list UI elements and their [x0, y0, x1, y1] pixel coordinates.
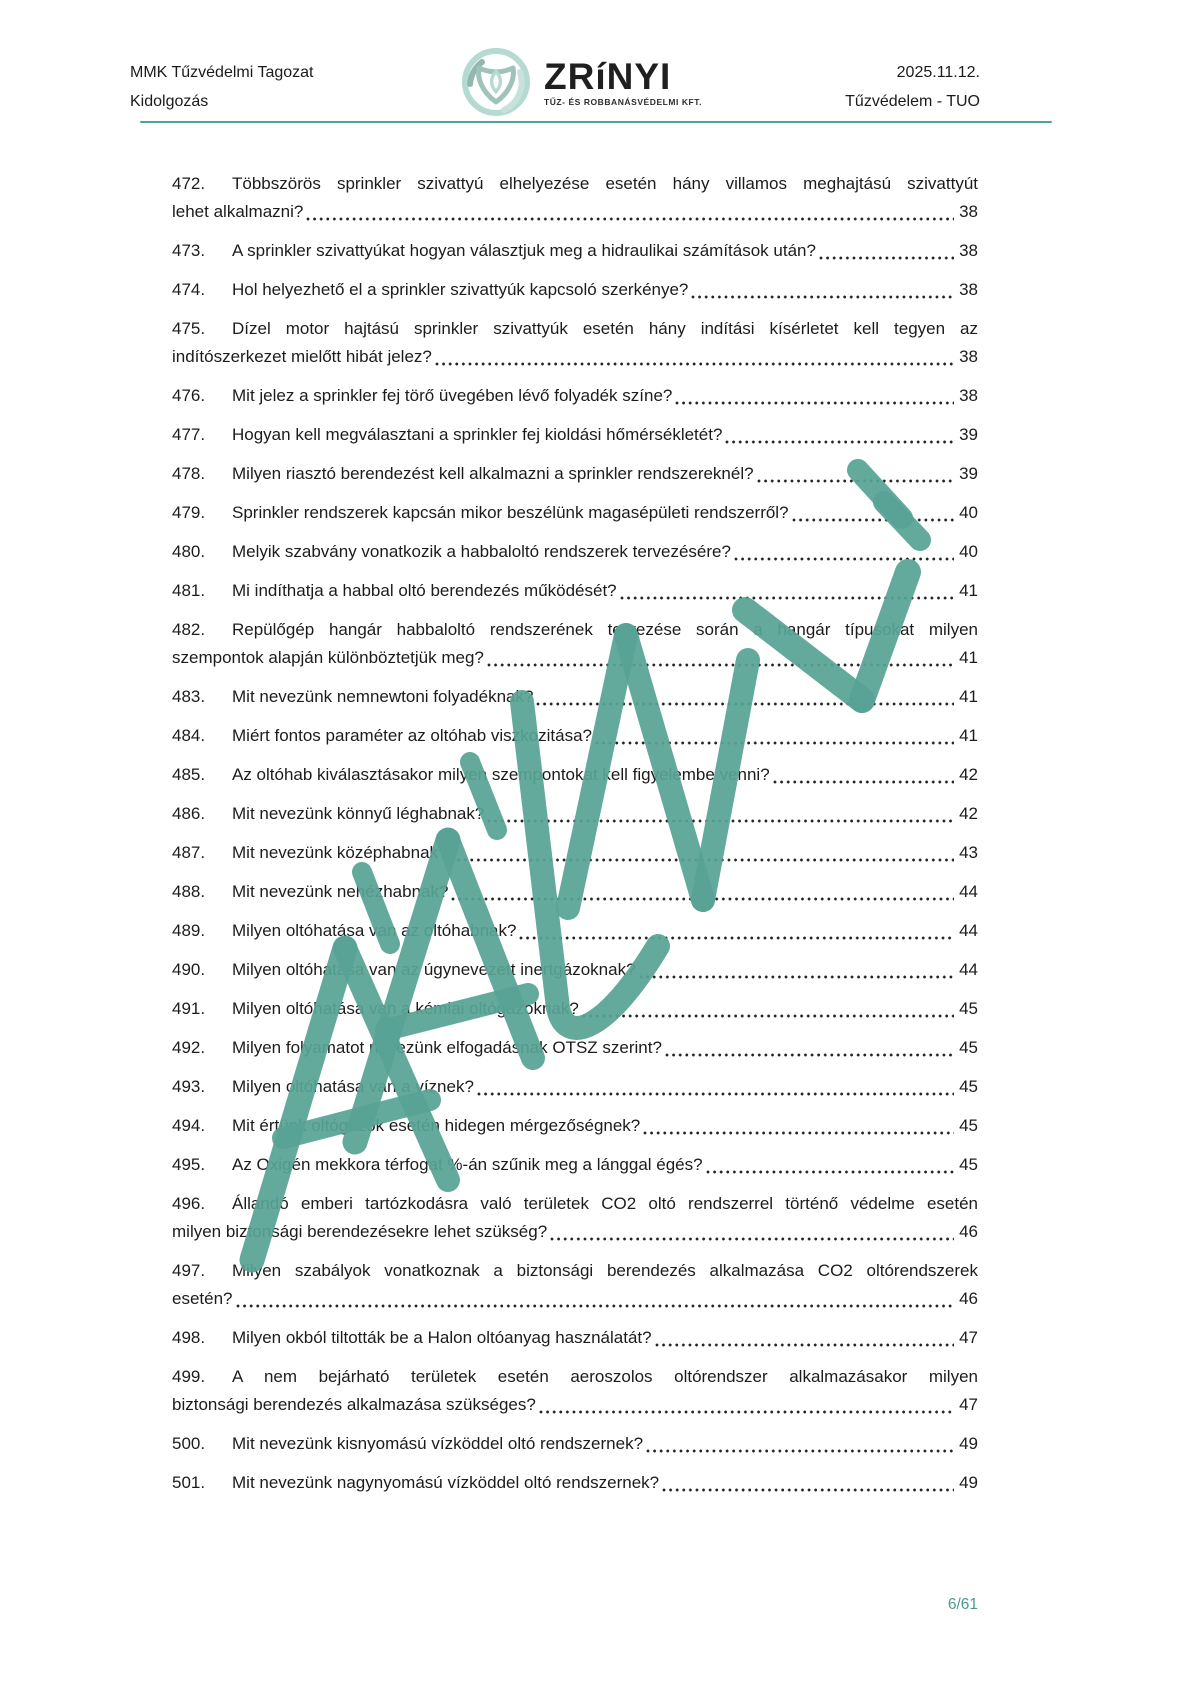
toc-entry-line — [172, 1151, 978, 1179]
toc-entry-number: 475. — [172, 319, 206, 338]
toc-entry-line — [172, 800, 978, 828]
toc-dot-leader — [435, 343, 954, 371]
toc-entry-line — [172, 315, 978, 343]
toc-entry-line — [172, 1073, 978, 1101]
toc-entry-text: Dízel motor hajtású sprinkler szivattyúk esetén hány indítási kísérletet kell tegyen az — [232, 319, 978, 338]
toc-entry-text: milyen biztonsági berendezésekre lehet szükség? — [172, 1222, 548, 1241]
toc-dot-leader — [773, 761, 954, 789]
toc-entry-line — [172, 878, 978, 906]
toc-entry-page-number: 38 — [959, 241, 978, 260]
toc-entry-text: szempontok alapján különböztetjük meg? — [172, 648, 484, 667]
toc-entry-number: 493. — [172, 1077, 206, 1096]
toc-entry-line — [172, 577, 978, 605]
toc-entry-page-number: 45 — [959, 999, 978, 1018]
toc-entry-number: 482. — [172, 620, 206, 639]
header-date: 2025.11.12. — [896, 64, 980, 81]
toc-entry-page-number: 49 — [959, 1473, 978, 1492]
toc-entry-line — [172, 499, 978, 527]
toc-entry-number: 472. — [172, 174, 206, 193]
toc-entry-line — [172, 839, 978, 867]
toc-entry-number: 477. — [172, 425, 206, 444]
toc-dot-leader — [236, 1285, 955, 1313]
toc-entry-page-number: 45 — [959, 1116, 978, 1135]
toc-entry-page-number: 46 — [959, 1289, 978, 1308]
toc-entry — [172, 499, 978, 527]
toc-dot-leader — [450, 839, 954, 867]
toc-entry-text: Az Oxigén mekkora térfogat %-án szűnik meg a lánggal égés? — [232, 1155, 703, 1174]
toc-entry-text: Milyen oltóhatása van a kémiai oltógázoknak? — [232, 999, 579, 1018]
toc-dot-leader — [306, 198, 954, 226]
toc-entry-text: Mit nevezünk nagynyomású vízköddel oltó rendszernek? — [232, 1473, 660, 1492]
toc-entry — [172, 382, 978, 410]
toc-entry-page-number: 38 — [959, 347, 978, 366]
toc-entry — [172, 839, 978, 867]
toc-entry-number: 484. — [172, 726, 206, 745]
toc-entry-line — [172, 1112, 978, 1140]
toc-entry-text: Mit nevezünk nemnewtoni folyadéknak? — [232, 687, 534, 706]
toc-entry-number: 488. — [172, 882, 206, 901]
toc-entry-line — [172, 170, 978, 198]
toc-entry-line — [172, 1430, 978, 1458]
toc-entry-line — [172, 276, 978, 304]
toc-entry-text: Mit nevezünk középhabnak? — [232, 843, 448, 862]
toc-entry-text: Milyen folyamatot nevezünk elfogadásnak OTSZ szerint? — [232, 1038, 662, 1057]
toc-entry-page-number: 40 — [959, 503, 978, 522]
header-divider-rule — [140, 121, 1052, 123]
toc-dot-leader — [662, 1469, 954, 1497]
toc-entry — [172, 315, 978, 371]
toc-dot-leader — [734, 538, 954, 566]
toc-entry-line — [172, 995, 978, 1023]
toc-dot-leader — [639, 956, 955, 984]
toc-entry-line — [172, 917, 978, 945]
toc-entry-page-number: 45 — [959, 1077, 978, 1096]
toc-entry-text: Hogyan kell megválasztani a sprinkler fej kioldási hőmérsékletét? — [232, 425, 723, 444]
toc-entry-page-number: 42 — [959, 804, 978, 823]
toc-entry-text: Repülőgép hangár habbaloltó rendszerének tervezése során a hangár típusokat milyen — [232, 620, 978, 639]
toc-entry-number: 495. — [172, 1155, 206, 1174]
toc-dot-leader — [792, 499, 955, 527]
toc-entry-number: 496. — [172, 1194, 206, 1213]
toc-entry-text: Melyik szabvány vonatkozik a habbaloltó rendszerek tervezésére? — [232, 542, 731, 561]
toc-entry-text: lehet alkalmazni? — [172, 202, 304, 221]
toc-entry-page-number: 39 — [959, 425, 978, 444]
toc-dot-leader — [536, 683, 954, 711]
toc-entry-page-number: 45 — [959, 1155, 978, 1174]
toc-entry-page-number: 39 — [959, 464, 978, 483]
toc-entry-line — [172, 722, 978, 750]
toc-entry — [172, 460, 978, 488]
toc-entry-text: Többszörös sprinkler szivattyú elhelyezése esetén hány villamos meghajtású szivattyút — [232, 174, 978, 193]
toc-list — [172, 170, 978, 1508]
toc-entry-number: 476. — [172, 386, 206, 405]
toc-entry-number: 501. — [172, 1473, 206, 1492]
toc-dot-leader — [451, 878, 954, 906]
header-right-block — [0, 55, 980, 116]
toc-entry-number: 474. — [172, 280, 206, 299]
toc-entry-line — [172, 1190, 978, 1218]
toc-entry-page-number: 38 — [959, 386, 978, 405]
toc-dot-leader — [620, 577, 954, 605]
toc-entry-line — [172, 1469, 978, 1497]
toc-entry-line — [172, 1363, 978, 1391]
toc-entry-page-number: 47 — [959, 1328, 978, 1347]
toc-entry-line — [172, 343, 978, 371]
toc-dot-leader — [487, 644, 954, 672]
toc-dot-leader — [477, 1073, 954, 1101]
toc-entry — [172, 1469, 978, 1497]
toc-entry — [172, 956, 978, 984]
toc-dot-leader — [487, 800, 954, 828]
toc-entry-text: Milyen szabályok vonatkoznak a biztonsági berendezés alkalmazása CO2 oltórendszerek — [232, 1261, 978, 1280]
toc-entry-number: 491. — [172, 999, 206, 1018]
toc-entry-number: 480. — [172, 542, 206, 561]
toc-entry-number: 481. — [172, 581, 206, 600]
toc-entry-number: 494. — [172, 1116, 206, 1135]
toc-entry-page-number: 44 — [959, 921, 978, 940]
toc-entry-text: Mit nevezünk kisnyomású vízköddel oltó rendszernek? — [232, 1434, 644, 1453]
toc-entry-line — [172, 198, 978, 226]
toc-entry-page-number: 41 — [959, 581, 978, 600]
toc-entry-line — [172, 1218, 978, 1246]
toc-entry — [172, 1151, 978, 1179]
toc-entry-line — [172, 1257, 978, 1285]
toc-dot-leader — [582, 995, 954, 1023]
toc-entry-page-number: 47 — [959, 1395, 978, 1414]
toc-entry — [172, 1257, 978, 1313]
toc-entry-text: Mit nevezünk könnyű léghabnak? — [232, 804, 485, 823]
toc-entry-number: 487. — [172, 843, 206, 862]
toc-dot-leader — [706, 1151, 954, 1179]
toc-entry-line — [172, 237, 978, 265]
toc-entry-text: Az oltóhab kiválasztásakor milyen szempontokat kell figyelembe venni? — [232, 765, 770, 784]
toc-dot-leader — [550, 1218, 954, 1246]
toc-entry — [172, 577, 978, 605]
toc-entry-line — [172, 1391, 978, 1419]
toc-entry-number: 490. — [172, 960, 206, 979]
toc-entry-text: Sprinkler rendszerek kapcsán mikor beszélünk magasépületi rendszerről? — [232, 503, 789, 522]
toc-entry — [172, 1112, 978, 1140]
toc-entry-line — [172, 683, 978, 711]
toc-entry-page-number: 46 — [959, 1222, 978, 1241]
header-org-name: MMK Tűzvédelmi Tagozat — [130, 64, 314, 81]
toc-entry-number: 478. — [172, 464, 206, 483]
toc-entry-text: Milyen okból tiltották be a Halon oltóanyag használatát? — [232, 1328, 652, 1347]
toc-entry-number: 500. — [172, 1434, 206, 1453]
toc-entry-text: A nem bejárható területek esetén aeroszolos oltórendszer alkalmazásakor milyen — [232, 1367, 978, 1386]
toc-entry-number: 499. — [172, 1367, 206, 1386]
toc-entry-text: Milyen oltóhatása van az oltóhabnak? — [232, 921, 517, 940]
header-doc-type: Kidolgozás — [130, 93, 209, 110]
toc-entry-page-number: 43 — [959, 843, 978, 862]
toc-entry-line — [172, 761, 978, 789]
toc-entry-page-number: 49 — [959, 1434, 978, 1453]
toc-entry-text: indítószerkezet mielőtt hibát jelez? — [172, 347, 432, 366]
logo-company-name: ZRíNYI — [544, 55, 672, 97]
toc-dot-leader — [643, 1112, 954, 1140]
toc-entry-number: 498. — [172, 1328, 206, 1347]
toc-entry-text: Mit értünk oltógázok esetén hidegen mérgezőségnek? — [232, 1116, 641, 1135]
toc-entry-line — [172, 382, 978, 410]
toc-entry-page-number: 44 — [959, 960, 978, 979]
toc-entry — [172, 276, 978, 304]
logo-tagline: TŰZ- ÉS ROBBANÁSVÉDELMI KFT. — [544, 96, 703, 107]
toc-dot-leader — [819, 237, 954, 265]
toc-entry-line — [172, 956, 978, 984]
toc-entry — [172, 616, 978, 672]
toc-entry-line — [172, 1034, 978, 1062]
toc-entry-number: 473. — [172, 241, 206, 260]
toc-entry — [172, 761, 978, 789]
toc-dot-leader — [757, 460, 955, 488]
toc-entry — [172, 1190, 978, 1246]
toc-entry — [172, 800, 978, 828]
toc-entry-page-number: 40 — [959, 542, 978, 561]
toc-entry — [172, 538, 978, 566]
toc-dot-leader — [539, 1391, 954, 1419]
toc-entry — [172, 995, 978, 1023]
toc-dot-leader — [675, 382, 954, 410]
toc-entry-line — [172, 644, 978, 672]
toc-entry — [172, 917, 978, 945]
toc-dot-leader — [691, 276, 954, 304]
toc-entry-page-number: 41 — [959, 687, 978, 706]
toc-entry — [172, 1430, 978, 1458]
header-subject: Tűzvédelem - TUO — [845, 93, 980, 110]
toc-entry-text: Mit nevezünk nehézhabnak? — [232, 882, 449, 901]
toc-entry-number: 483. — [172, 687, 206, 706]
toc-entry-text: Milyen oltóhatása van az úgynevezett inertgázoknak? — [232, 960, 636, 979]
toc-entry-number: 486. — [172, 804, 206, 823]
toc-entry-text: biztonsági berendezés alkalmazása szükséges? — [172, 1395, 536, 1414]
toc-entry — [172, 1324, 978, 1352]
toc-entry-text: Mi indíthatja a habbal oltó berendezés működését? — [232, 581, 617, 600]
toc-entry — [172, 1034, 978, 1062]
toc-dot-leader — [595, 722, 954, 750]
toc-entry-text: Milyen oltóhatása van a víznek? — [232, 1077, 474, 1096]
toc-entry-line — [172, 1285, 978, 1313]
toc-entry — [172, 722, 978, 750]
toc-dot-leader — [665, 1034, 954, 1062]
toc-entry-line — [172, 421, 978, 449]
toc-entry — [172, 421, 978, 449]
toc-entry-text: esetén? — [172, 1289, 233, 1308]
toc-entry — [172, 1073, 978, 1101]
toc-dot-leader — [646, 1430, 954, 1458]
toc-entry-number: 479. — [172, 503, 206, 522]
toc-dot-leader — [519, 917, 954, 945]
toc-entry-text: A sprinkler szivattyúkat hogyan választjuk meg a hidraulikai számítások után? — [232, 241, 816, 260]
toc-entry — [172, 170, 978, 226]
toc-entry — [172, 878, 978, 906]
toc-entry-line — [172, 1324, 978, 1352]
toc-dot-leader — [655, 1324, 954, 1352]
page-number-indicator: 6/61 — [947, 1596, 978, 1613]
toc-entry-text: Milyen riasztó berendezést kell alkalmazni a sprinkler rendszereknél? — [232, 464, 754, 483]
toc-entry-number: 485. — [172, 765, 206, 784]
toc-entry-page-number: 38 — [959, 202, 978, 221]
toc-entry-text: Állandó emberi tartózkodásra való területek CO2 oltó rendszerrel történő védelme esetén — [232, 1194, 978, 1213]
toc-entry-page-number: 41 — [959, 648, 978, 667]
toc-entry-line — [172, 460, 978, 488]
toc-entry — [172, 1363, 978, 1419]
page-footer — [0, 1596, 978, 1614]
toc-entry-page-number: 45 — [959, 1038, 978, 1057]
toc-entry-line — [172, 616, 978, 644]
toc-entry-line — [172, 538, 978, 566]
toc-entry-page-number: 42 — [959, 765, 978, 784]
toc-entry-text: Miért fontos paraméter az oltóhab viszkozitása? — [232, 726, 593, 745]
toc-entry-number: 492. — [172, 1038, 206, 1057]
page-header — [0, 0, 1190, 126]
toc-entry-page-number: 44 — [959, 882, 978, 901]
toc-dot-leader — [725, 421, 954, 449]
toc-entry-number: 489. — [172, 921, 206, 940]
toc-entry-page-number: 38 — [959, 280, 978, 299]
toc-entry-page-number: 41 — [959, 726, 978, 745]
toc-entry-text: Hol helyezhető el a sprinkler szivattyúk kapcsoló szerkénye? — [232, 280, 689, 299]
toc-entry-number: 497. — [172, 1261, 206, 1280]
toc-entry — [172, 683, 978, 711]
toc-entry-text: Mit jelez a sprinkler fej törő üvegében lévő folyadék színe? — [232, 386, 673, 405]
toc-entry — [172, 237, 978, 265]
